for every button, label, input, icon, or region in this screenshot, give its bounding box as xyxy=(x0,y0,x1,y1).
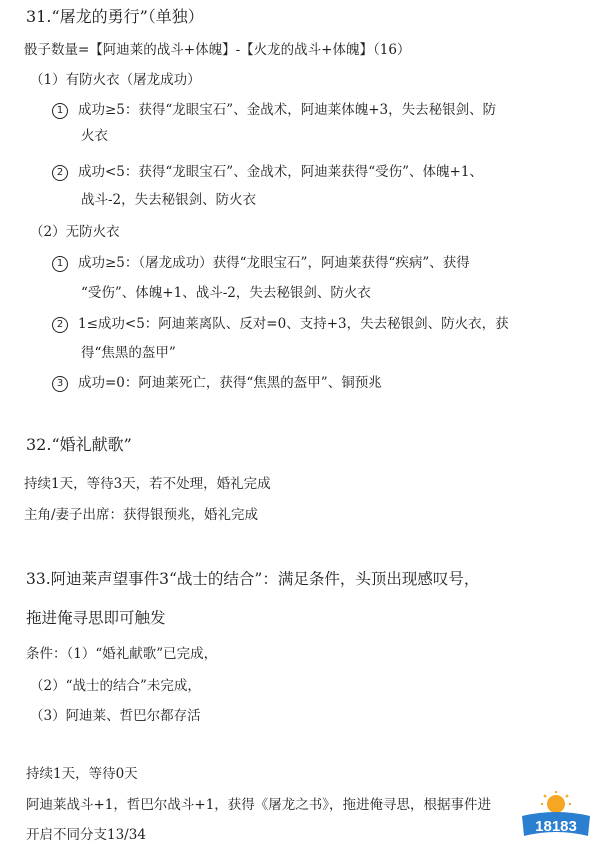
case-2-item-1-cont: “受伤”、体魄+1、战斗-2，失去秘银剑、防火衣 xyxy=(81,285,371,301)
condition-2: （2）“战士的结合”未完成， xyxy=(30,678,201,694)
case-1-label: （1）有防火衣（屠龙成功） xyxy=(30,72,201,88)
duration-line: 持续1天，等待0天 xyxy=(26,766,138,782)
case-1-item-2-cont: 战斗-2，失去秘银剑、防火衣 xyxy=(81,192,257,208)
case-2-label: （2）无防火衣 xyxy=(30,224,120,240)
case-1-item-2-text: 成功<5：获得“龙眼宝石”、金战术，阿迪莱获得“受伤”、体魄+1、 xyxy=(78,164,483,180)
result-line-1: 阿迪莱战斗+1，哲巴尔战斗+1，获得《屠龙之书》，拖进俺寻思，根据事件进 xyxy=(26,797,492,813)
section-32-line-1: 持续1天，等待3天，若不处理，婚礼完成 xyxy=(24,476,271,492)
case-2-item-3-text: 成功=0：阿迪莱死亡，获得“焦黑的盔甲”、铜预兆 xyxy=(78,375,382,391)
18183-logo-icon xyxy=(520,790,592,842)
case-2-item-2 xyxy=(52,315,509,333)
circled-number-icon: 1 xyxy=(52,103,68,119)
case-1-item-1-cont: 火衣 xyxy=(81,128,108,144)
circled-number-icon: 3 xyxy=(52,376,68,392)
circled-number-icon: 2 xyxy=(52,165,68,181)
logo-graphic xyxy=(520,790,592,842)
case-1-item-1-text: 成功≥5：获得“龙眼宝石”、金战术，阿迪莱体魄+3，失去秘银剑、防 xyxy=(78,102,497,118)
case-1-item-1 xyxy=(52,101,496,119)
dice-formula: 骰子数量=【阿迪莱的战斗+体魄】-【火龙的战斗+体魄】（16） xyxy=(24,42,411,58)
case-2-item-2-cont: 得“焦黑的盔甲” xyxy=(81,345,176,361)
case-1-item-2 xyxy=(52,163,483,181)
section-31-title: 31.“屠龙的勇行”（单独） xyxy=(26,7,204,26)
condition-1: 条件：（1）“婚礼献歌”已完成， xyxy=(26,646,218,662)
section-33-title-cont: 拖进俺寻思即可触发 xyxy=(26,609,166,627)
case-2-item-2-text: 1≤成功<5：阿迪莱离队、反对=0、支持+3，失去秘银剑、防火衣，获 xyxy=(78,316,509,332)
condition-3: （3）阿迪莱、哲巴尔都存活 xyxy=(30,708,201,724)
sun-icon xyxy=(547,795,565,813)
logo-text: 18183 xyxy=(535,818,577,835)
circled-number-icon: 1 xyxy=(52,256,68,272)
section-33-title: 33.阿迪莱声望事件3“战士的结合”：满足条件，头顶出现感叹号， xyxy=(26,570,480,588)
circled-number-icon: 2 xyxy=(52,317,68,333)
section-32-line-2: 主角/妻子出席：获得银预兆，婚礼完成 xyxy=(24,507,259,523)
case-2-item-1-text: 成功≥5：（屠龙成功）获得“龙眼宝石”，阿迪莱获得“疾病”、获得 xyxy=(78,255,470,271)
case-2-item-3 xyxy=(52,374,382,392)
result-line-2: 开启不同分支13/34 xyxy=(26,827,146,843)
section-32-title: 32.“婚礼献歌” xyxy=(26,435,132,454)
case-2-item-1 xyxy=(52,254,470,272)
